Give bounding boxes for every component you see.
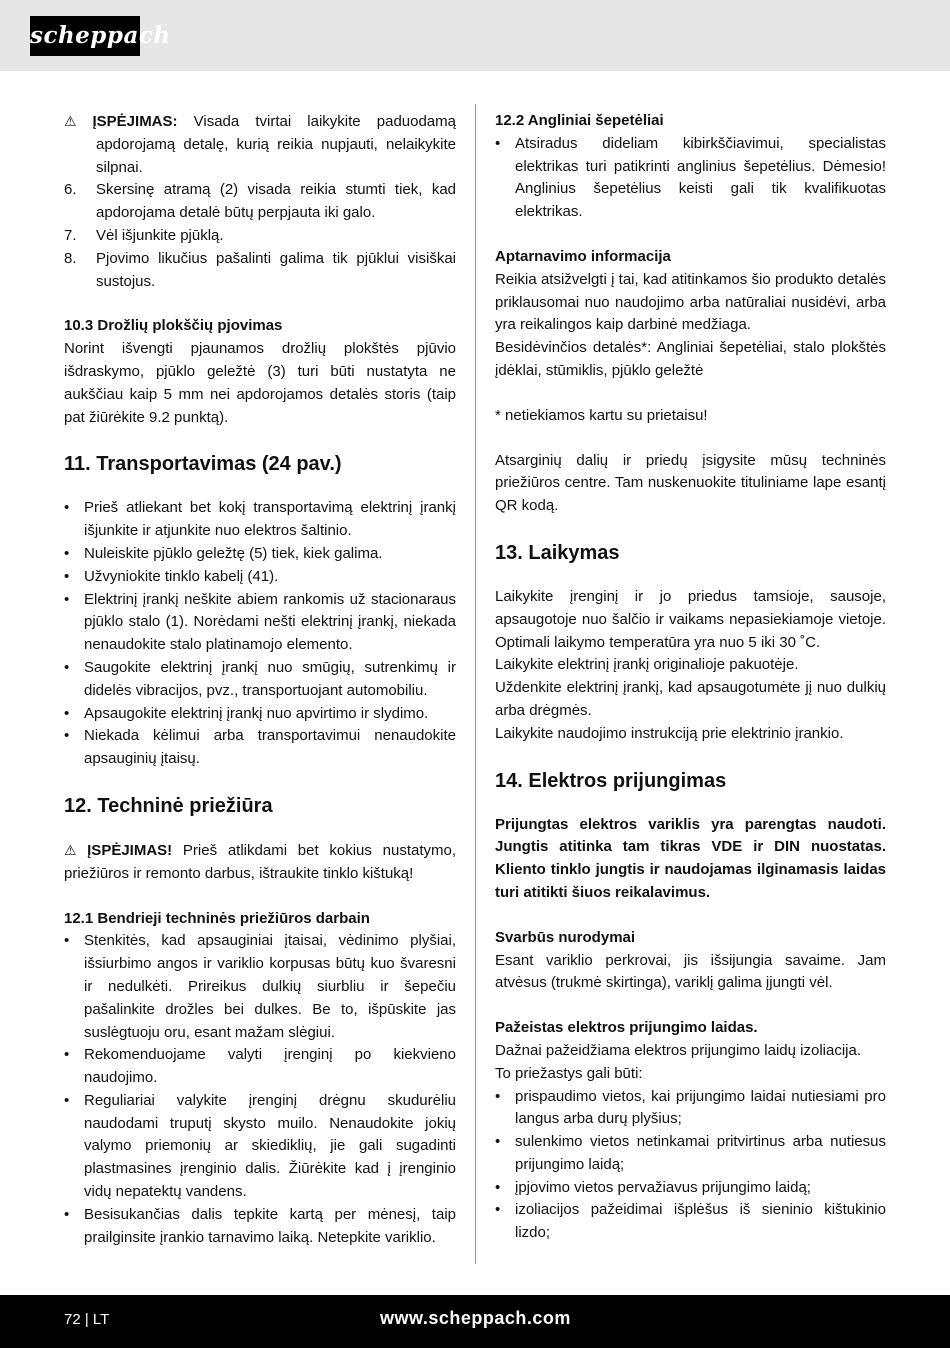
list-item: • Saugokite elektrinį įrankį nuo smūgių, sutrenkimų ir didelės vibracijos, pvz., transportuojant automobiliu. [64,657,456,703]
list-item: 8. Pjovimo likučius pašalinti galima tik pjūklui visiškai sustojus. [64,249,456,290]
header-bar [0,0,950,71]
list-item: • Prieš atliekant bet kokį transportavimą elektrinį įrankį išjunkite ir atjunkite nuo elektros šaltinio. [64,497,456,543]
list-item: • izoliacijos pažeidimai išplėšus iš sieninio kištukinio lizdo; [495,1199,886,1245]
warning-label: ĮSPĖJIMAS: [92,113,178,130]
section-12-1-title: 12.1 Bendrieji techninės priežiūros darbain [64,909,370,927]
list-item: • Nuleiskite pjūklo geležtę (5) tiek, kiek galima. [64,543,456,566]
list-item: • Elektrinį įrankį neškite abiem rankomis už stacionaraus pjūklo stalo (1). Norėdami nešti elektrinį įrankį, niekada nenaudokite stalo platinamojo elemento. [64,589,456,657]
causes-list [495,1086,886,1246]
section-13-title: 13. Laikymas [495,541,620,564]
list-item: • prispaudimo vietos, kai prijungimo laidai nutiesiami pro langus arba durų plyšius; [495,1086,886,1132]
service-text: Reikia atsižvelgti į tai, kad atitinkamos šio produkto detalės priklausomai nuo naudojimo arba natūraliai nusidėvi, arba yra reikalingos kaip darbinė medžiaga. [495,270,886,334]
warning-triangle-icon: ⚠ [64,113,89,129]
section-10-3-title: 10.3 Drožlių plokščių pjovimas [64,317,283,335]
storage-text-1: Laikykite įrenginį ir jo priedus tamsioje, sausoje, apsaugotoje nuo šalčio ir vaikams nepasiekiamoje vietoje. Optimali laikymo temperatūra yra nuo 5 iki 30 ˚C. [495,587,886,651]
left-column [64,110,456,1249]
list-item: • įpjovimo vietos pervažiavus prijungimo laidą; [495,1177,886,1200]
causes-intro: To priežastys gali būti: [495,1064,643,1082]
transport-list [64,497,456,771]
warning-paragraph [64,110,456,179]
page-number: 72 | LT [64,1311,110,1328]
section-14-title: 14. Elektros prijungimas [495,769,727,792]
list-item: • sulenkimo vietos netinkamai pritvirtinus arba nutiesus prijungimo laidą; [495,1131,886,1177]
section-11-title: 11. Transportavimas (24 pav.) [64,453,342,476]
list-item: • Apsaugokite elektrinį įrankį nuo apvirtimo ir slydimo. [64,703,456,726]
list-item: • Stenkitės, kad apsauginiai įtaisai, vėdinimo plyšiai, išsiurbimo angos ir variklio korpusas būtų kuo švaresni ir nedulkėti. Prireikus dulkių siurbliu ir šepečiu pašalinkite drožles bei dulkes. Be to, išpūskite jas suslėgtuoju oru, esant mažam slėgiui. [64,930,456,1044]
storage-text-3: Uždenkite elektrinį įrankį, kad apsaugotumėte jį nuo dulkių arba drėgmės. [495,679,886,719]
list-item: 6. Skersinę atramą (2) visada reikia stumti tiek, kad apdorojama detalė būtų perpjauta iki galo. [64,181,456,222]
list-item: • Niekada kėlimui arba transportavimui nenaudokite apsauginių įtaisų. [64,725,456,771]
list-item: • Rekomenduojame valyti įrenginį po kiekvieno naudojimo. [64,1044,456,1090]
storage-text-2: Laikykite elektrinį įrankį originalioje pakuotėje. [495,656,799,674]
warning-paragraph-2: ⚠ ĮSPĖJIMAS! Prieš atlikdami bet kokius nustatymo, priežiūros ir remonto darbus, ištraukite tinklo kištuką! [64,841,456,882]
right-column [495,110,886,1245]
brushes-list [495,133,886,224]
footer-bar [0,1295,950,1348]
list-item: • Atsiradus dideliam kibirkščiavimui, specialistas elektrikas turi patikrinti anglinius šepetėlius. Dėmesio! Anglinius šepetėlius keisti gali tik kvalifikuotas elektrikas. [495,133,886,224]
warning-triangle-icon: ⚠ [64,841,84,858]
scheppach-logo: scheppach [30,16,140,56]
list-item: • Reguliariai valykite įrenginį drėgnu skudurėliu naudodami truputį skysto muilo. Nenaudokite jokių valymo priemonių ar skiediklių, jie gali sugadinti plastmasines įrenginio dalis. Žiūrėkite kad į įrenginio vidų nepatektų vandens. [64,1090,456,1204]
warning-text: Visada tvirtai laikykite paduodamą apdorojamą detalę, kurią reikia nupjauti, nelaikykite silpnai. [96,113,456,176]
electrical-intro: Prijungtas elektros variklis yra parengtas naudoti. Jungtis atitinka tam tikras VDE ir DIN nuostatas. Kliento tinklo jungtis ir naudojamas ilginamasis laidas turi atitikti šiuos reikalavimus. [495,815,886,901]
list-item: • Besisukančias dalis tepkite kartą per mėnesį, taip prailginsite įrankio tarnavimo laiką. Netepkite variklio. [64,1204,456,1250]
notes-title: Svarbūs nurodymai [495,928,636,946]
storage-text-4: Laikykite naudojimo instrukciją prie elektrinio įrankio. [495,724,844,742]
column-divider [475,104,476,1264]
notes-text: Esant variklio perkrovai, jis išsijungia savaime. Jam atvėsus (trukmė skirtinga), variklį galima įjungti vėl. [495,951,886,992]
steps-list [64,179,456,293]
damaged-cable-title: Pažeistas elektros prijungimo laidas. [495,1019,758,1037]
section-10-3-text: Norint išvengti pjaunamos drožlių plokštės pjūvio išdraskymo, pjūklo geležtė (3) turi būti nustatyta ne aukščiau kaip 5 mm nei apdorojamos detalės storis (taip pat žiūrėkite 9.2 punktą). [64,340,456,426]
maintenance-list [64,930,456,1249]
list-item: 7. Vėl išjunkite pjūklą. [64,226,224,244]
section-12-2-title: 12.2 Angliniai šepetėliai [495,112,664,129]
list-item: • Užvyniokite tinklo kabelį (41). [64,566,456,589]
website-url: www.scheppach.com [380,1308,571,1328]
section-12-title: 12. Techninė priežiūra [64,794,273,817]
service-title: Aptarnavimo informacija [495,247,671,265]
not-included-note: * netiekiamos kartu su prietaisu! [495,406,708,424]
wear-parts-text: Besidėvinčios detalės*: Angliniai šepetėliai, stalo plokštės įdėklai, stūmiklis, pjūklo geležtė [495,339,886,379]
spare-parts-text: Atsarginių dalių ir priedų įsigysite mūsų techninės priežiūros centre. Tam nuskenuokite tituliniame lape esantį QR kodą. [495,451,886,515]
damaged-cable-text: Dažnai pažeidžiama elektros prijungimo laidų izoliacija. [495,1041,862,1059]
